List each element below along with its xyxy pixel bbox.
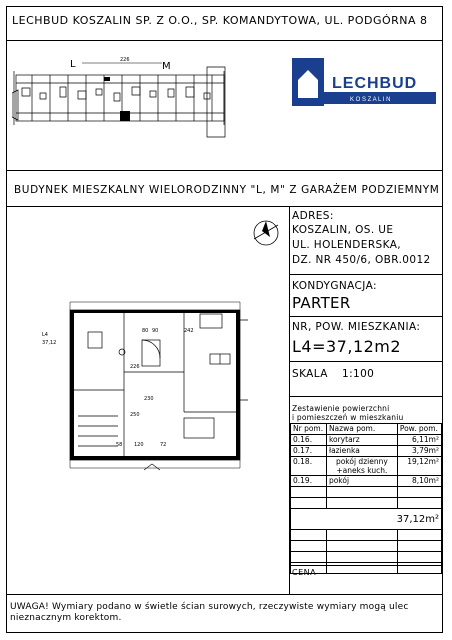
- building-title: BUDYNEK MIESZKALNY WIELORODZINNY "L, M" Z GARAŻEM PODZIEMNYM: [14, 184, 440, 196]
- apartment-label: NR, POW. MIESZKANIA:: [292, 321, 421, 333]
- divider: [289, 565, 443, 566]
- divider: [6, 206, 443, 207]
- row-nr: 0.19.: [291, 476, 327, 487]
- divider: [6, 40, 443, 41]
- site-label-l: L: [70, 59, 76, 70]
- dim-7: 80: [142, 328, 149, 334]
- logo-name: LECHBUD: [332, 75, 418, 92]
- apartment-floorplan: [34, 300, 254, 490]
- dim-5: 250: [130, 412, 140, 418]
- dim-2: 120: [134, 442, 144, 448]
- dim-9: 230: [144, 396, 154, 402]
- address-label: ADRES:: [292, 210, 334, 222]
- note-text: UWAGA! Wymiary podano w świetle ścian surowych, rzeczywiste wymiary mogą ulec nieznacznym korektom.: [10, 602, 409, 623]
- table-total: 37,12m²: [291, 509, 442, 530]
- unit-label: L4: [42, 332, 48, 338]
- address-line-1: KOSZALIN, OS. UE: [292, 224, 394, 236]
- table-row: [291, 446, 442, 457]
- divider: [6, 170, 443, 171]
- row-area: 19,12m²: [397, 457, 441, 476]
- dim-1: 58: [116, 442, 123, 448]
- row-nr: 0.16.: [291, 435, 327, 446]
- table-header-row: [291, 424, 442, 435]
- table-row: [291, 457, 442, 476]
- dim-8: 242: [184, 328, 194, 334]
- scale-label: SKALA: [292, 368, 328, 380]
- address-line-2: UL. HOLENDERSKA,: [292, 239, 402, 251]
- dim-6: 226: [130, 364, 140, 370]
- header-area: Pow. pom.: [397, 424, 441, 435]
- rooms-table: [290, 423, 442, 574]
- header-nr: Nr pom.: [291, 424, 327, 435]
- floor-label: KONDYGNACJA:: [292, 280, 377, 292]
- row-area: 8,10m²: [397, 476, 441, 487]
- row-nr: 0.18.: [291, 457, 327, 476]
- dim-4: 90: [152, 328, 159, 334]
- header-title: LECHBUD KOSZALIN SP. Z O.O., SP. KOMANDYTOWA, UL. PODGÓRNA 8: [12, 14, 428, 27]
- row-name: korytarz: [326, 435, 397, 446]
- divider: [6, 594, 443, 595]
- table-caption-1: Zestawienie powierzchni: [292, 404, 390, 413]
- row-area: 6,11m²: [397, 435, 441, 446]
- lechbud-logo: [292, 58, 438, 108]
- apartment-value: L4=37,12m2: [292, 337, 402, 356]
- scale-value: 1:100: [342, 368, 375, 380]
- table-row: [291, 476, 442, 487]
- north-arrow-icon: [248, 215, 284, 251]
- floor-value: PARTER: [292, 294, 351, 312]
- row-name: pokój dzienny +aneks kuch.: [326, 457, 397, 476]
- divider: [289, 274, 443, 275]
- site-plan: [12, 53, 230, 159]
- unit-area: 37,12: [42, 340, 57, 346]
- divider: [289, 361, 443, 362]
- table-row: [291, 435, 442, 446]
- price-label: CENA: [292, 568, 317, 577]
- row-area: 3,79m²: [397, 446, 441, 457]
- divider: [289, 316, 443, 317]
- divider: [289, 396, 443, 397]
- dim-3: 72: [160, 442, 167, 448]
- row-nr: 0.17.: [291, 446, 327, 457]
- row-name: łazienka: [326, 446, 397, 457]
- site-label-m: M: [162, 61, 171, 72]
- row-name: pokój: [326, 476, 397, 487]
- header-name: Nazwa pom.: [326, 424, 397, 435]
- site-dimension: 226: [120, 57, 130, 63]
- table-caption-2: i pomieszczeń w mieszkaniu: [292, 413, 404, 422]
- address-line-3: DZ. NR 450/6, OBR.0012: [292, 254, 431, 266]
- logo-sub: K O S Z A L I N: [350, 97, 391, 103]
